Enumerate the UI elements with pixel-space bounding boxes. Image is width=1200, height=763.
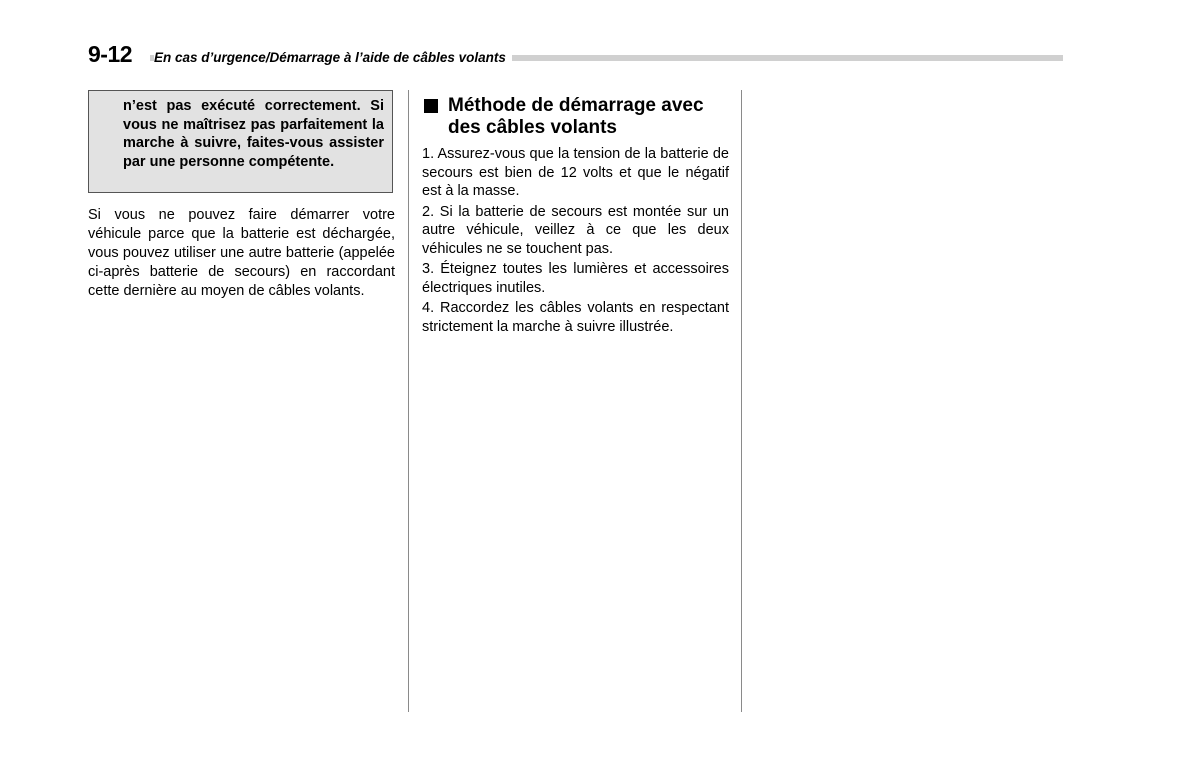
step-item: 1. Assurez-vous que la tension de la batterie de secours est bien de 12 volts et que le négatif est à la masse. bbox=[422, 146, 729, 199]
method-heading-text: Méthode de démarrage avec des câbles volants bbox=[448, 95, 704, 138]
column-divider-left bbox=[408, 90, 409, 712]
warning-box bbox=[88, 90, 393, 193]
square-bullet-icon bbox=[424, 99, 438, 113]
column-divider-right bbox=[741, 90, 742, 712]
step-item: 2. Si la batterie de secours est montée sur un autre véhicule, veillez à ce que les deux véhicules ne se touchent pas. bbox=[422, 203, 729, 257]
method-heading bbox=[424, 95, 734, 139]
warning-text: n’est pas exécuté correctement. Si vous ne maîtrisez pas parfaitement la marche à suivre, faites-vous assister par une personne compétente. bbox=[123, 98, 384, 170]
step-item: 4. Raccordez les câbles volants en respectant strictement la marche à suivre illustrée. bbox=[422, 300, 729, 335]
step-item: 3. Éteignez toutes les lumières et accessoires électriques inutiles. bbox=[422, 261, 729, 296]
page-number: 9-12 bbox=[88, 41, 133, 67]
section-title: En cas d’urgence/Démarrage à l’aide de câbles volants bbox=[154, 50, 512, 66]
intro-paragraph: Si vous ne pouvez faire démarrer votre véhicule parce que la batterie est déchargée, vous pouvez utiliser une autre batterie (appelée ci-après batterie de secours) en raccordant cette dernière au moyen de câbles volants. bbox=[88, 207, 395, 299]
steps-list bbox=[422, 145, 729, 338]
